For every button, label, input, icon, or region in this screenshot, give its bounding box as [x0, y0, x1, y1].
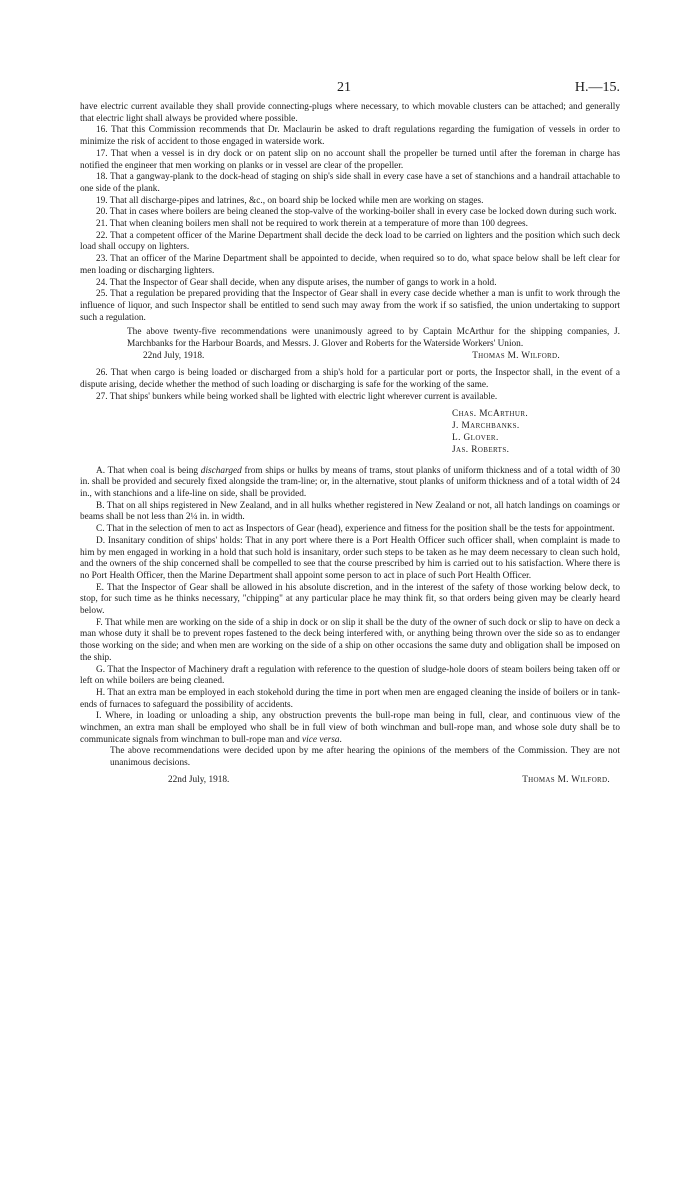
recommendation-i-emphasis: vice versa — [302, 734, 340, 745]
page-header — [80, 80, 620, 102]
recommendation-b: B. That on all ships registered in New Zealand, and in all hulks whether registered in New Zealand or not, all hatch landings on coamings or beams shall be not less than 2¼ in. in width. — [80, 500, 620, 523]
recommendation-a-text: A. That when coal is being — [96, 465, 201, 476]
final-date: 22nd July, 1918. — [168, 774, 230, 785]
recommendation-23: 23. That an officer of the Marine Department shall be appointed to decide, when required so to do, what space below shall be left clear for men loading or discharging lighters. — [80, 254, 620, 276]
signer: J. Marchbanks. — [452, 420, 520, 431]
note-date: 22nd July, 1918. — [143, 350, 205, 361]
final-signature: Thomas M. Wilford. — [522, 774, 610, 785]
note-dateline — [127, 351, 620, 363]
recommendation-25: 25. That a regulation be prepared providing that the Inspector of Gear shall in every case decide whether a man is unfit to work through the influence of liquor, and such Inspector shall be entitled to send such may away from the work if so satisfied, the union undertaking to support such a regulation. — [80, 289, 620, 323]
recommendation-18: 18. That a gangway-plank to the dock-head of staging on ship's side shall in every case have a set of stanchions and a handrail attachable to one side of the plank. — [80, 172, 620, 194]
recommendation-21: 21. That when cleaning boilers men shall not be required to work therein at a temperature of more than 100 degrees. — [96, 219, 528, 230]
recommendation-27: 27. That ships' bunkers while being worked shall be lighted with electric light wherever current is available. — [96, 391, 498, 402]
document-reference: H.—15. — [574, 80, 620, 95]
recommendation-16: 16. That this Commission recommends that Dr. Maclaurin be asked to draft regulations regarding the fumigation of vessels in order to minimize the risk of accident to those engaged in waterside work. — [80, 125, 620, 148]
recommendation-e: E. That the Inspector of Gear shall be allowed in his absolute discretion, and in the interest of the safety of those working below deck, to stop, for such time as he thinks necessary, "chipping" at any particular place he may think fit, so that orders being given may be clearly heard below. — [80, 582, 620, 617]
recommendation-22: 22. That a competent officer of the Marine Department shall decide the deck load to be carried on lighters and the position which such deck load shall occupy on lighters. — [80, 230, 620, 253]
unanimous-note — [80, 327, 620, 362]
document-page — [80, 80, 620, 787]
recommendation-d: D. Insanitary condition of ships' holds: That in any port where there is a Port Health Officer such officer shall, when complaint is made to him by men engaged in working in a hold that such hold is insanitary, order such steps to be taken as he may deem necessary to clean such hold, and the owners of the ship concerned shall be compelled to see that the course prescribed by him is carried out to his satisfaction. Where there is no Port Health Officer, then the Marine Department shall appoint some person to act in place of such Port Health Officer. — [80, 535, 620, 581]
page-number: 21 — [337, 80, 351, 95]
unanimous-note-text: The above twenty-five recommendations were unanimously agreed to by Captain McArthur for the shipping companies, J. Marchbanks for the Harbour Boards, and Messrs. J. Glover and Roberts for the Waterside Workers' Union. — [127, 327, 620, 350]
signer: Chas. McArthur. — [452, 408, 529, 419]
recommendation-a — [80, 466, 620, 501]
recommendation-17: 17. That when a vessel is in dry dock or on patent slip on no account shall the propeller be turned until after the foreman in charge has notified the engineer that men working on planks or in vessel are clear of the propeller. — [80, 148, 620, 171]
paragraph-continued: have electric current available they shall provide connecting-plugs where necessary, to which movable clusters can be attached; and generally that electric light shall always be provided where possible. — [80, 102, 620, 124]
signatories — [452, 408, 620, 456]
recommendation-i-text: I. Where, in loading or unloading a ship, any obstruction prevents the bull-rope man being in full, clear, and continuous view of the winchmen, an extra man shall be employed who shall be in full view of both winchman and bull-rope man, and whose sole duty shall be to communicate signals from winchman to bull-rope man and — [80, 711, 620, 745]
recommendation-h: H. That an extra man be employed in each stokehold during the time in port when men are engaged cleaning the inside of boilers or in tank-ends of furnaces to safeguard the possibility of accidents. — [80, 687, 620, 710]
decision-note: The above recommendations were decided upon by me after hearing the opinions of the members of the Commission. They are not unanimous decisions. — [110, 746, 620, 769]
recommendation-i-text-end: . — [339, 734, 342, 745]
signer: L. Glover. — [452, 432, 499, 443]
final-dateline — [80, 775, 620, 787]
recommendation-c: C. That in the selection of men to act as Inspectors of Gear (head), experience and fitness for the position shall be the tests for appointment. — [96, 524, 615, 535]
recommendation-20: 20. That in cases where boilers are being cleaned the stop-valve of the working-boiler shall in every case be locked down during such work. — [96, 207, 617, 218]
recommendation-24: 24. That the Inspector of Gear shall decide, when any dispute arises, the number of gangs to work in a hold. — [96, 277, 497, 288]
recommendation-f: F. That while men are working on the side of a ship in dock or on slip it shall be the duty of the owner of such dock or slip to have on deck a man whose duty it shall be to prevent ropes fastened to the deck being interfered with, or anything being thrown over the side so as to endanger those working on the side; and when men are working on the side of a ship on other occasions the same duty and obligation shall be imposed on the ship. — [80, 617, 620, 663]
signer: Jas. Roberts. — [452, 444, 510, 455]
recommendation-26: 26. That when cargo is being loaded or discharged from a ship's hold for a particular port or ports, the Inspector shall, in the event of a dispute arising, decide whether the method of such loading or discharging is safe for the working of the same. — [80, 368, 620, 391]
recommendation-19: 19. That all discharge-pipes and latrines, &c., on board ship be locked while men are working on stages. — [96, 195, 484, 206]
recommendation-g: G. That the Inspector of Machinery draft a regulation with reference to the question of sludge-hole doors of steam boilers being taken off or left on while boilers are being cleaned. — [80, 664, 620, 687]
note-signature: Thomas M. Wilford. — [472, 350, 560, 361]
recommendation-a-emphasis: discharged — [200, 465, 242, 476]
recommendation-i — [80, 711, 620, 746]
recommendation-a-text-end: from ships or hulks by means of trams, stout planks of uniform thickness and of a total width of 30 in. shall be provided and securely fixed alongside the tram-line; or, in the alternative, stout planks of uniform thickness and of a total width of 24 in., with stanchions and a life-line on side, shall be provided. — [80, 465, 620, 499]
